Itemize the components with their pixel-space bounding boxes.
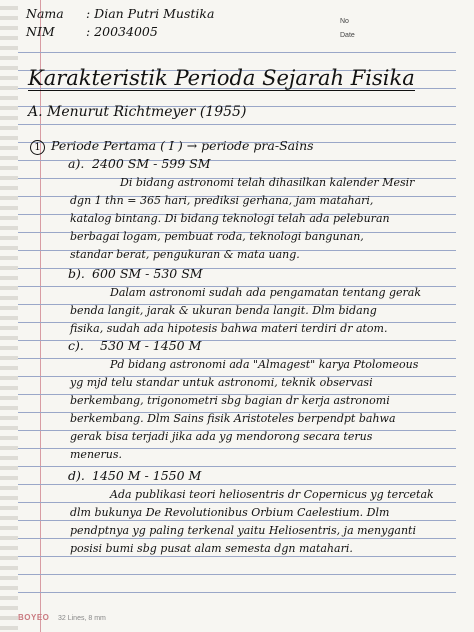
ruled-line <box>18 556 456 557</box>
period-number: 1 <box>30 140 45 155</box>
item-line: Pd bidang astronomi ada "Almagest" karya Ptolomeous <box>110 358 419 371</box>
item-line: standar berat, pengukuran & mata uang. <box>70 248 300 261</box>
item-heading: 2400 SM - 599 SM <box>92 156 211 171</box>
item-line: dlm bukunya De Revolutionibus Orbium Caelestium. Dlm <box>70 506 390 519</box>
ruled-line <box>18 520 456 521</box>
ruled-line <box>18 484 456 485</box>
item-line: berkembang. Dlm Sains fisik Aristoteles berpendpt bahwa <box>70 412 396 425</box>
ruled-line <box>18 574 456 575</box>
page-title: Karakteristik Perioda Sejarah Fisika <box>28 66 415 90</box>
item-line: Ada publikasi teori heliosentris dr Copernicus yg tercetak <box>110 488 434 501</box>
item-line: fisika, sudah ada hipotesis bahwa materi terdiri dr atom. <box>70 322 388 335</box>
nim-label: NIM <box>26 24 55 39</box>
period-label: Periode Pertama ( I ) → periode pra-Sains <box>51 138 314 153</box>
date-label: Date <box>340 32 355 39</box>
ruled-line <box>18 538 456 539</box>
item-line: yg mjd telu standar untuk astronomi, teknik observasi <box>70 376 373 389</box>
item-line: dgn 1 thn = 365 hari, prediksi gerhana, jam matahari, <box>70 194 374 207</box>
item-marker: c). <box>68 338 84 353</box>
no-label: No <box>340 18 349 25</box>
item-heading: 600 SM - 530 SM <box>92 266 203 281</box>
item-marker: b). <box>68 266 85 281</box>
item-marker: d). <box>68 468 85 483</box>
item-line: benda langit, jarak & ukuran benda langit. Dlm bidang <box>70 304 377 317</box>
notebook-spec: 32 Lines, 8 mm <box>58 615 106 622</box>
item-line: Di bidang astronomi telah dihasilkan kalender Mesir <box>120 176 415 189</box>
item-line: menerus. <box>70 448 123 461</box>
item-line: gerak bisa terjadi jika ada yg mendorong secara terus <box>70 430 373 443</box>
spiral-binding <box>0 0 18 632</box>
item-heading: 530 M - 1450 M <box>100 338 202 353</box>
nim-value: : 20034005 <box>86 24 158 39</box>
ruled-line <box>18 592 456 593</box>
name-label: Nama <box>26 6 64 21</box>
period-heading <box>30 138 314 155</box>
notebook-brand: BOYEO <box>18 613 50 622</box>
item-line: Dalam astronomi sudah ada pengamatan tentang gerak <box>110 286 422 299</box>
name-value: : Dian Putri Mustika <box>86 6 215 21</box>
item-line: berbagai logam, pembuat roda, teknologi bangunan, <box>70 230 364 243</box>
item-line: berkembang, trigonometri sbg bagian dr kerja astronomi <box>70 394 390 407</box>
item-line: katalog bintang. Di bidang teknologi telah ada peleburan <box>70 212 390 225</box>
ruled-line <box>18 466 456 467</box>
ruled-line <box>18 502 456 503</box>
ruled-line <box>18 124 456 125</box>
item-line: pendptnya yg paling terkenal yaitu Heliosentris, ja menyganti <box>70 524 416 537</box>
item-line: posisi bumi sbg pusat alam semesta dgn matahari. <box>70 542 353 555</box>
item-marker: a). <box>68 156 85 171</box>
section-heading: A. Menurut Richtmeyer (1955) <box>28 104 247 120</box>
ruled-line <box>18 52 456 53</box>
item-heading: 1450 M - 1550 M <box>92 468 202 483</box>
